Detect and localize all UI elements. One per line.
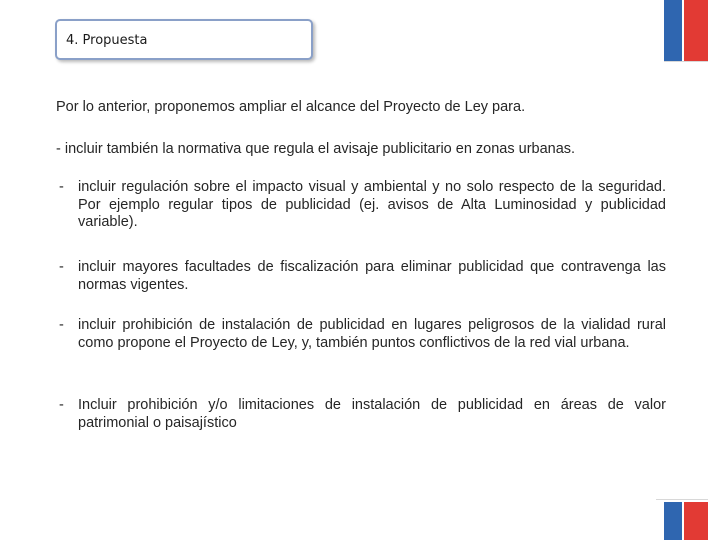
list-item-text: Incluir prohibición y/o limitaciones de instalación de publicidad en áreas de valor patrimonial o paisajístico: [78, 397, 666, 431]
first-list-item: - incluir también la normativa que regula el avisaje publicitario en zonas urbanas.: [56, 141, 576, 157]
flag-divider-line: [656, 499, 708, 500]
list-item: [56, 179, 666, 259]
flag-stripes-top: [664, 0, 708, 62]
bullet-dash: -: [59, 317, 64, 333]
section-title: 4. Propuesta: [66, 33, 148, 48]
flag-red-stripe: [684, 502, 708, 540]
list-item: [56, 317, 666, 397]
intro-paragraph: Por lo anterior, proponemos ampliar el alcance del Proyecto de Ley para.: [56, 99, 526, 115]
flag-red-stripe: [684, 0, 708, 62]
list-item-text: incluir mayores facultades de fiscalización para eliminar publicidad que contravenga las normas vigentes.: [78, 259, 666, 293]
flag-divider-line: [664, 61, 708, 62]
flag-stripes-bottom: [664, 502, 708, 540]
bullet-dash: -: [59, 179, 64, 195]
flag-blue-stripe: [664, 502, 682, 540]
list-item-text: incluir regulación sobre el impacto visual y ambiental y no solo respecto de la seguridad. Por ejemplo regular tipos de publicidad (ej. avisos de Alta Luminosidad y publicidad variable).: [78, 179, 666, 230]
proposal-list: [56, 179, 666, 432]
list-item: [56, 397, 666, 432]
list-item-text: incluir prohibición de instalación de publicidad en lugares peligrosos de la vialidad rural como propone el Proyecto de Ley, y, también puntos conflictivos de la red vial urbana.: [78, 317, 666, 351]
list-item: [56, 259, 666, 317]
bullet-dash: -: [59, 397, 64, 413]
flag-blue-stripe: [664, 0, 682, 62]
section-title-box: [55, 19, 313, 60]
bullet-dash: -: [59, 259, 64, 275]
